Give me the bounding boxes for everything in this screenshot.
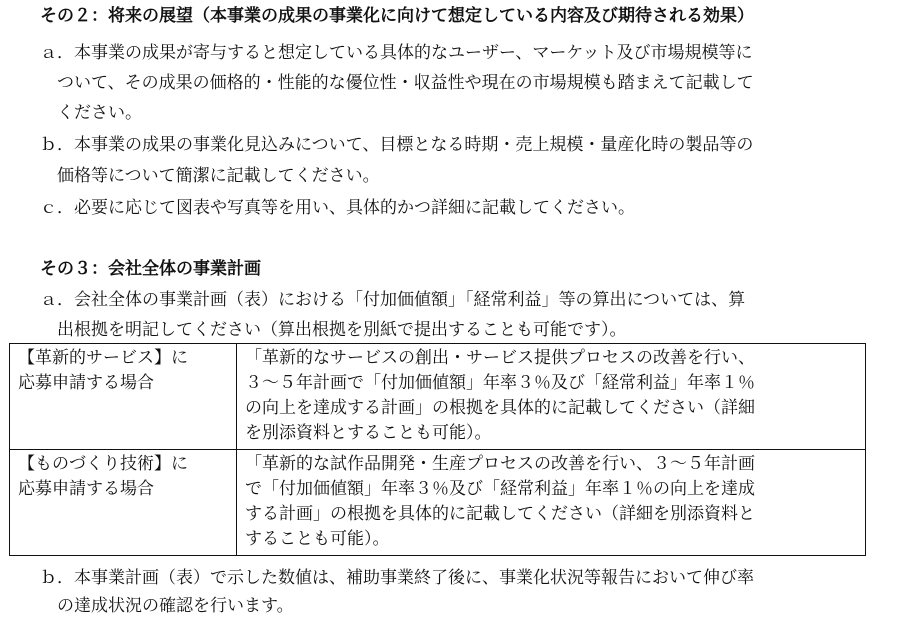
- section3-item-b-line1: ｂ．本事業計画（表）で示した数値は、補助事業終了後に、事業化状況等報告において伸び率: [40, 568, 754, 588]
- row-label-line: 応募申請する場合: [18, 373, 154, 393]
- row-text-line: 「革新的な試作品開発・生産プロセスの改善を行い、３～５年計画: [245, 454, 755, 474]
- table-row: [10, 450, 866, 556]
- row-text-line: することも可能）。: [245, 529, 390, 549]
- row-text-line: の向上を達成する計画」の根拠を具体的に記載してください（詳細: [245, 398, 755, 418]
- section3-item-a-line1: ａ．会社全体の事業計画（表）における「付加価値額」「経常利益」等の算出については、算: [40, 290, 746, 310]
- row-text-line: 「革新的なサービスの創出・サービス提供プロセスの改善を行い、: [245, 348, 755, 368]
- application-requirements-table: [9, 343, 866, 556]
- row-text-line: を別添資料とすることも可能）。: [245, 423, 492, 443]
- section3-heading: その３：会社全体の事業計画: [40, 259, 261, 279]
- row-label-line: 応募申請する場合: [18, 479, 154, 499]
- row-label-line: 【革新的サービス】に: [18, 348, 188, 368]
- section2-item-c: ｃ．必要に応じて図表や写真等を用い、具体的かつ詳細に記載してください。: [40, 198, 635, 218]
- section2-item-b-line2: 価格等について簡潔に記載してください。: [57, 166, 380, 186]
- section2-heading: その２：将来の展望（本事業の成果の事業化に向けて想定している内容及び期待される効果）: [40, 6, 754, 26]
- section2-item-a-line2: ついて、その成果の価格的・性能的な優位性・収益性や現在の市場規模も踏まえて記載して: [57, 73, 754, 93]
- table-row: [10, 344, 866, 450]
- row-text-cell: [237, 450, 866, 556]
- row-label-cell: [10, 450, 237, 556]
- section2-item-a-line1: ａ．本事業の成果が寄与すると想定している具体的なユーザー、マーケット及び市場規模等に: [40, 43, 753, 63]
- row-label-line: 【ものづくり技術】に: [18, 454, 188, 474]
- section3-item-b-line2: の達成状況の確認を行います。: [57, 596, 294, 616]
- row-text-line: ３～５年計画で「付加価値額」年率３％及び「経常利益」年率１％: [245, 373, 755, 393]
- row-text-line: する計画」の根拠を具体的に記載してください（詳細を別添資料と: [245, 504, 755, 524]
- row-text-cell: [237, 344, 866, 450]
- section2-item-a-line3: ください。: [57, 103, 142, 123]
- row-label-cell: [10, 344, 237, 450]
- row-text-line: で「付加価値額」年率３％及び「経常利益」年率１％の向上を達成: [245, 479, 755, 499]
- section2-item-b-line1: ｂ．本事業の成果の事業化見込みについて、目標となる時期・売上規模・量産化時の製品等の: [40, 135, 754, 155]
- section3-item-a-line2: 出根拠を明記してください（算出根拠を別紙で提出することも可能です）。: [57, 320, 627, 340]
